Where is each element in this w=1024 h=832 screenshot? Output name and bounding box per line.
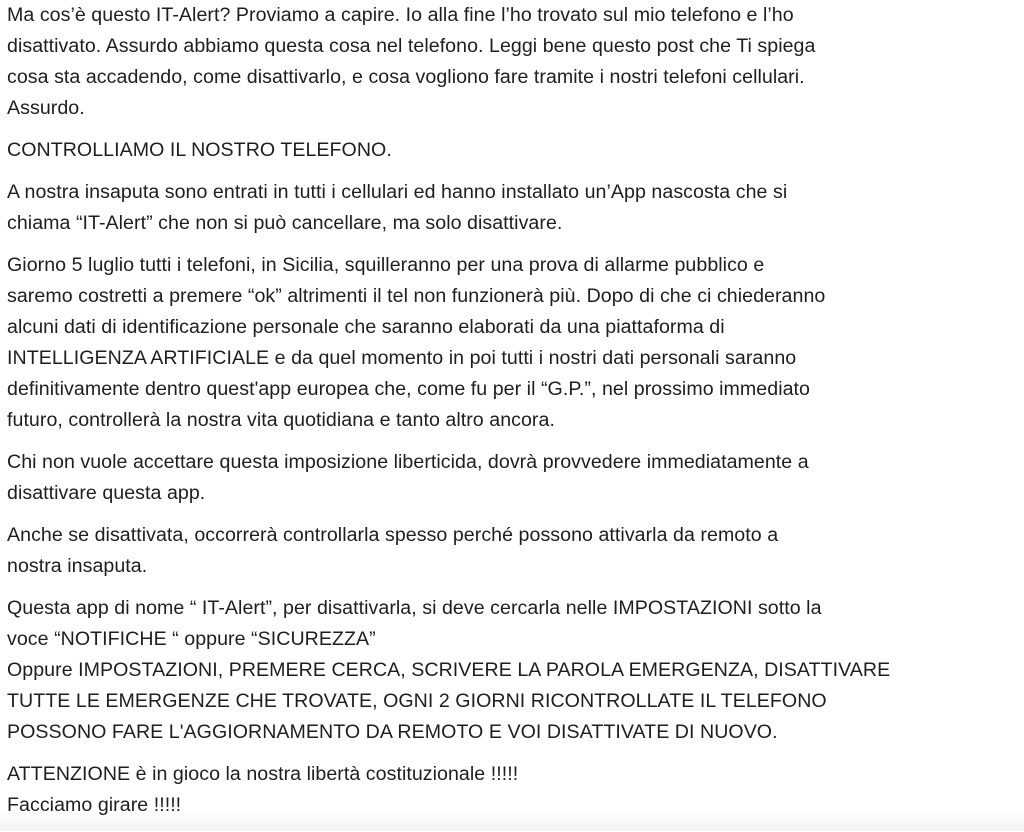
text-line: disattivare questa app. xyxy=(7,482,206,504)
text-line: cosa sta accadendo, come disattivarlo, e cosa vogliono fare tramite i nostri telefoni cellulari. xyxy=(7,66,805,88)
text-line: definitivamente dentro quest'app europea che, come fu per il “G.P.”, nel prossimo immediato xyxy=(7,378,810,400)
paragraph-app-installed xyxy=(7,177,1017,239)
paragraph-instructions xyxy=(7,593,1017,748)
text-line: saremo costretti a premere “ok” altrimenti il tel non funzionerà più. Dopo di che ci chiederanno xyxy=(7,285,826,307)
text-line: futuro, controllerà la nostra vita quotidiana e tanto altro ancora. xyxy=(7,409,555,431)
text-line: Facciamo girare !!!!! xyxy=(7,794,182,816)
text-line: voce “NOTIFICHE “ oppure “SICUREZZA” xyxy=(7,628,376,650)
paragraph-july-test xyxy=(7,250,1017,436)
text-line: TUTTE LE EMERGENZE CHE TROVATE, OGNI 2 GIORNI RICONTROLLATE IL TELEFONO xyxy=(7,690,827,712)
text-line: Chi non vuole accettare questa imposizione liberticida, dovrà provvedere immediatamente a xyxy=(7,451,809,473)
text-line: disattivato. Assurdo abbiamo questa cosa nel telefono. Leggi bene questo post che Ti spiega xyxy=(7,35,816,57)
text-line: ATTENZIONE è in gioco la nostra libertà costituzionale !!!!! xyxy=(7,763,519,785)
text-line: CONTROLLIAMO IL NOSTRO TELEFONO. xyxy=(7,139,392,161)
text-line: chiama “IT-Alert” che non si può cancellare, ma solo disattivare. xyxy=(7,212,563,234)
text-line: Questa app di nome “ IT-Alert”, per disattivarla, si deve cercarla nelle IMPOSTAZIONI sotto la xyxy=(7,597,822,619)
paragraph-disable xyxy=(7,447,1017,509)
text-line: Oppure IMPOSTAZIONI, PREMERE CERCA, SCRIVERE LA PAROLA EMERGENZA, DISATTIVARE xyxy=(7,659,891,681)
text-line: Ma cos’è questo IT-Alert? Proviamo a capire. Io alla fine l’ho trovato sul mio telefono e l’ho xyxy=(7,4,794,26)
text-line: alcuni dati di identificazione personale che saranno elaborati da una piattaforma di xyxy=(7,316,725,338)
text-line: A nostra insaputa sono entrati in tutti i cellulari ed hanno installato un’App nascosta che si xyxy=(7,181,788,203)
paragraph-heading xyxy=(7,135,1017,166)
post-body xyxy=(7,0,1017,832)
text-line: INTELLIGENZA ARTIFICIALE e da quel momento in poi tutti i nostri dati personali saranno xyxy=(7,347,797,369)
text-line: Assurdo. xyxy=(7,97,85,119)
paragraph-check-often xyxy=(7,520,1017,582)
paragraph-closing xyxy=(7,759,1017,821)
text-line: nostra insaputa. xyxy=(7,555,148,577)
text-line: Anche se disattivata, occorrerà controllarla spesso perché possono attivarla da remoto a xyxy=(7,524,779,546)
text-line: POSSONO FARE L'AGGIORNAMENTO DA REMOTO E VOI DISATTIVATE DI NUOVO. xyxy=(7,721,778,743)
text-line: Giorno 5 luglio tutti i telefoni, in Sicilia, squilleranno per una prova di allarme pubblico e xyxy=(7,254,765,276)
paragraph-intro xyxy=(7,0,1017,124)
